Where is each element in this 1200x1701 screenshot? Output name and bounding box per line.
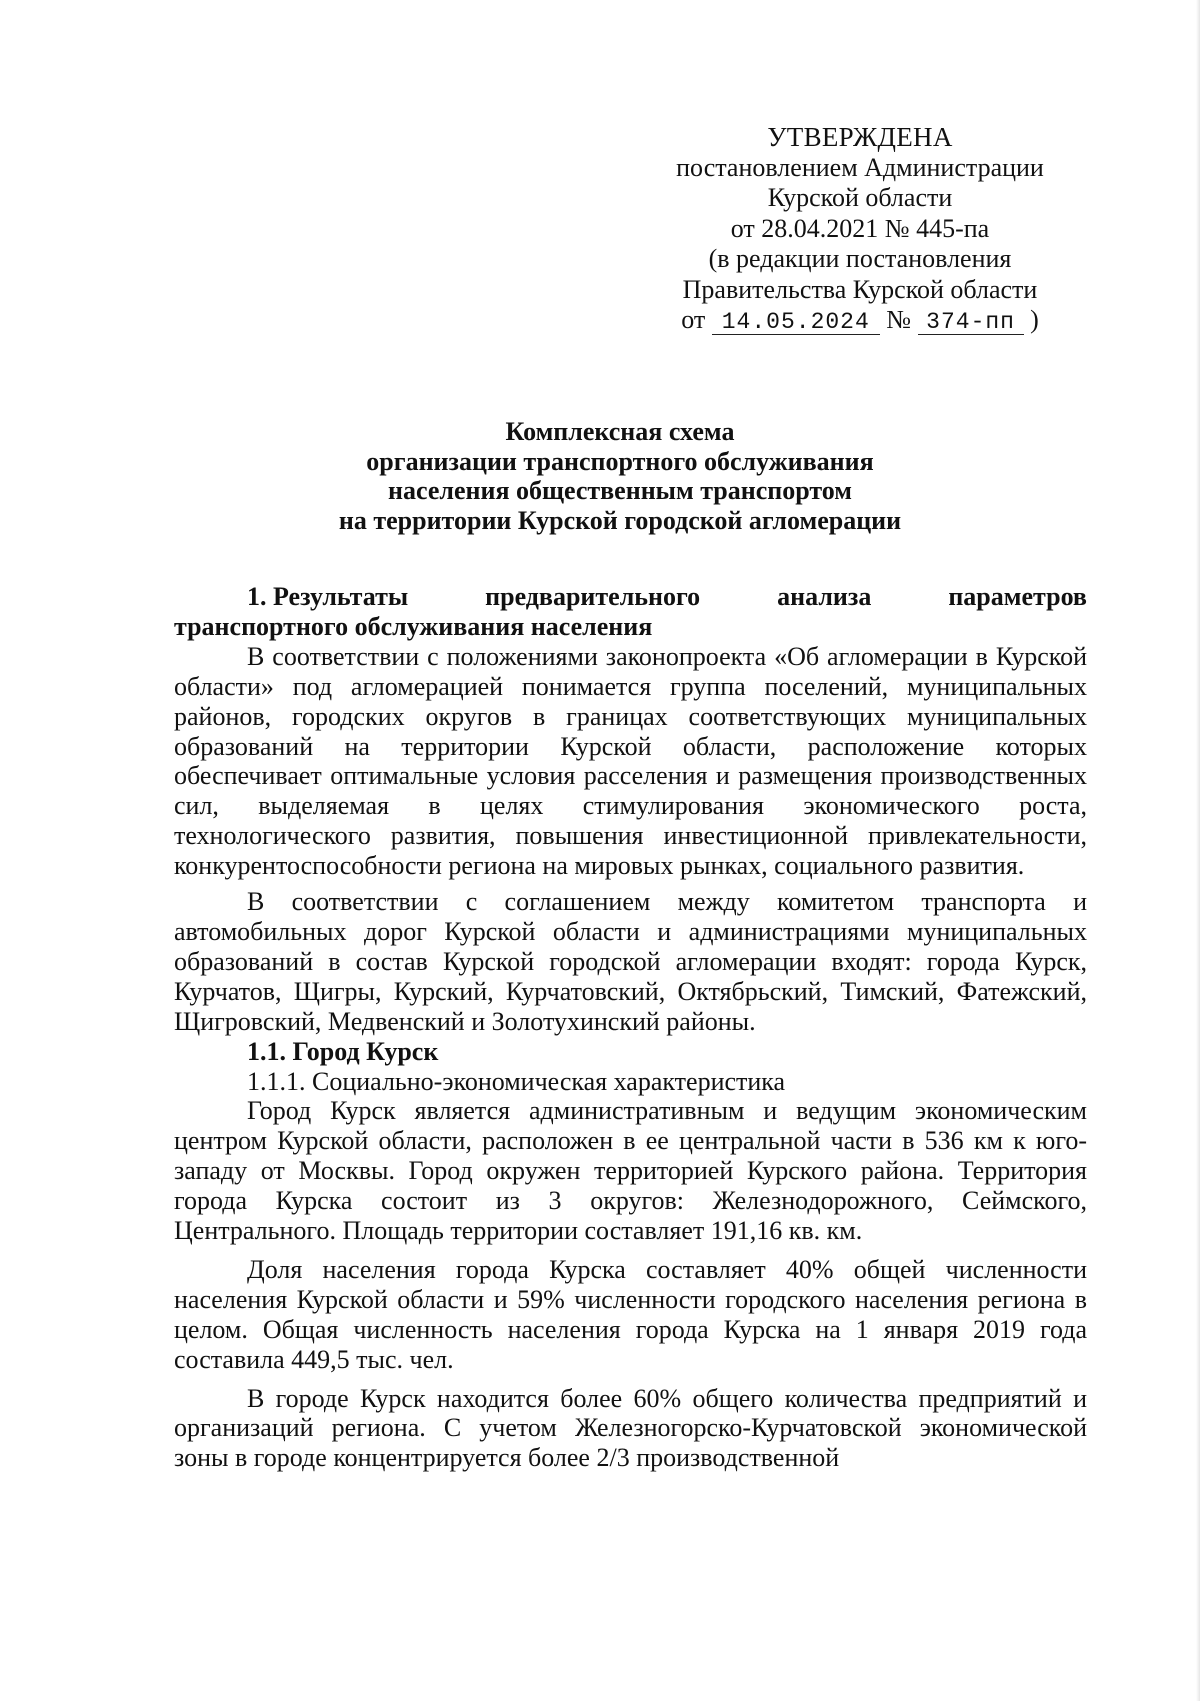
title-line-1: Комплексная схема	[505, 417, 735, 446]
approval-date-prefix: от	[681, 305, 706, 334]
scan-edge-shadow	[1196, 0, 1200, 1701]
section-1-1-paragraph-1: Город Курск является административным и ведущим экономическим центром Курской области, расположен в ее центральной части в 536 км к юго-западу от Москвы. Город окружен территорией Курского района. Территория города Курска состоит из 3 округов: Железнодорожного, Сеймского, Центрального. Площадь территории составляет 191,16 кв. км.	[174, 1096, 1087, 1246]
approval-line-3: от 28.04.2021 № 445-па	[730, 213, 990, 243]
section-1-1-heading: 1.1. Город Курск	[247, 1036, 439, 1066]
approval-typed-date: 14.05.2024	[712, 310, 880, 335]
section-1-heading-word: анализа	[777, 582, 872, 611]
approval-line-6	[640, 305, 1080, 336]
section-1-1-1-subheading: 1.1.1. Социально-экономическая характеристика	[247, 1066, 786, 1096]
section-1-paragraph-2: В соответствии с соглашением между комитетом транспорта и автомобильных дорог Курской области и администрациями муниципальных образований в состав Курской городской агломерации входят: города Курск, Курчатов, Щигры, Курский, Курчатовский, Октябрьский, Тимский, Фатежский, Щигровский, Медвенский и Золотухинский районы.	[174, 887, 1087, 1036]
section-1-heading-word: предварительного	[485, 582, 701, 611]
approval-stamp-block	[640, 122, 1080, 336]
section-1-heading-word: 1. Результаты	[247, 582, 409, 611]
approval-line-5: Правительства Курской области	[682, 274, 1038, 304]
section-1-heading-continuation: транспортного обслуживания населения	[174, 611, 653, 641]
section-1-heading	[174, 582, 1087, 612]
section-1-1-paragraph-2: Доля населения города Курска составляет 40% общей численности населения Курской области и 59% численности городского населения региона в целом. Общая численность населения города Курска на 1 января 2019 года составила 449,5 тыс. чел.	[174, 1254, 1087, 1374]
approval-closing-paren: )	[1030, 305, 1039, 334]
approval-line-1: постановлением Администрации	[676, 152, 1044, 182]
approval-number-sign: №	[886, 305, 912, 334]
approval-heading: УТВЕРЖДЕНА	[767, 122, 953, 152]
title-line-3: населения общественным транспортом	[387, 476, 852, 505]
approval-typed-number: 374-пп	[918, 310, 1024, 335]
title-line-4: на территории Курской городской агломерации	[338, 505, 902, 535]
section-1-1-paragraph-3: В городе Курск находится более 60% общего количества предприятий и организаций региона. С учетом Железногорско-Курчатовской экономической зоны в городе концентрируется более 2/3 производственной	[174, 1383, 1087, 1473]
document-title	[160, 417, 1080, 535]
approval-line-2: Курской области	[767, 183, 953, 212]
document-body	[174, 582, 1087, 1473]
section-1-heading-word: параметров	[948, 582, 1087, 611]
approval-line-4: (в редакции постановления	[708, 244, 1012, 273]
title-line-2: организации транспортного обслуживания	[366, 446, 874, 476]
section-1-paragraph-1: В соответствии с положениями законопроекта «Об агломерации в Курской области» под агломерацией понимается группа поселений, муниципальных районов, городских округов в границах соответствующих муниципальных образований на территории Курской области, расположение которых обеспечивает оптимальные условия расселения и размещения производственных сил, выделяемая в целях стимулирования экономического роста, технологического развития, повышения инвестиционной привлекательности, конкурентоспособности региона на мировых рынках, социального развития.	[174, 641, 1087, 881]
